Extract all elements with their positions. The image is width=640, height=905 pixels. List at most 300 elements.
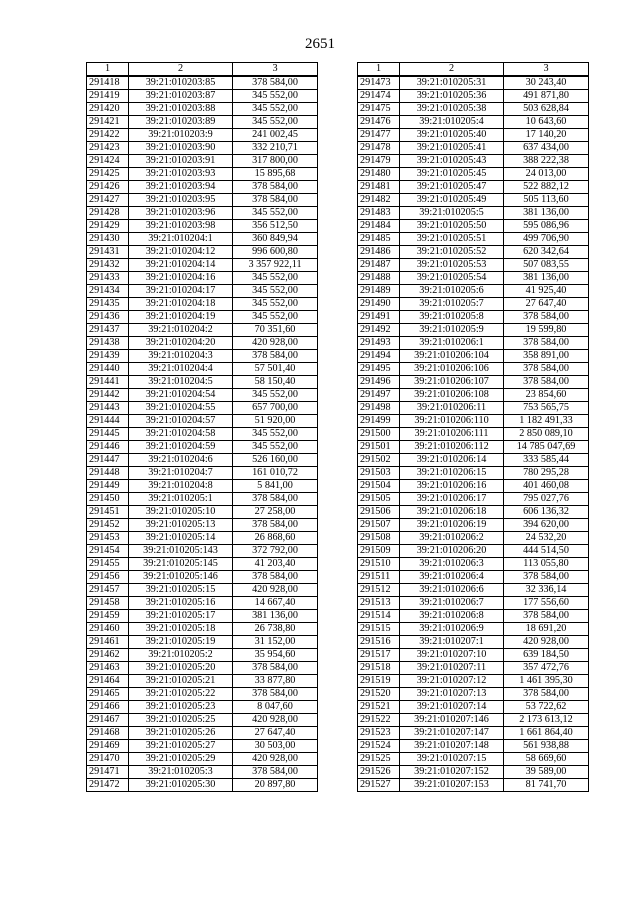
row-number-cell: 291447	[87, 454, 129, 467]
table-row	[358, 532, 589, 545]
row-number-cell: 291460	[87, 623, 129, 636]
table-right-body	[358, 76, 589, 792]
value-cell: 420 928,00	[233, 714, 318, 727]
table-row	[87, 194, 318, 207]
table-row	[358, 311, 589, 324]
cadastral-number-cell: 39:21:010203:91	[129, 155, 233, 168]
value-cell: 15 895,68	[233, 168, 318, 181]
table-row	[87, 129, 318, 142]
row-number-cell: 291427	[87, 194, 129, 207]
value-cell: 780 295,28	[504, 467, 589, 480]
cadastral-number-cell: 39:21:010205:30	[129, 779, 233, 792]
table-row	[87, 584, 318, 597]
table-row	[358, 116, 589, 129]
cadastral-number-cell: 39:21:010204:7	[129, 467, 233, 480]
value-cell: 57 501,40	[233, 363, 318, 376]
table-row	[87, 519, 318, 532]
row-number-cell: 291503	[358, 467, 400, 480]
table-row	[87, 506, 318, 519]
value-cell: 507 083,55	[504, 259, 589, 272]
value-cell: 345 552,00	[233, 441, 318, 454]
table-row	[358, 324, 589, 337]
table-row	[87, 103, 318, 116]
cadastral-number-cell: 39:21:010206:110	[400, 415, 504, 428]
value-cell: 53 722,62	[504, 701, 589, 714]
row-number-cell: 291454	[87, 545, 129, 558]
row-number-cell: 291518	[358, 662, 400, 675]
value-cell: 70 351,60	[233, 324, 318, 337]
value-cell: 620 342,64	[504, 246, 589, 259]
value-cell: 30 243,40	[504, 76, 589, 90]
value-cell: 14 785 047,69	[504, 441, 589, 454]
table-header-row	[358, 63, 589, 77]
table-row	[358, 779, 589, 792]
table-row	[358, 389, 589, 402]
cadastral-number-cell: 39:21:010207:153	[400, 779, 504, 792]
cadastral-number-cell: 39:21:010207:10	[400, 649, 504, 662]
row-number-cell: 291494	[358, 350, 400, 363]
row-number-cell: 291522	[358, 714, 400, 727]
value-cell: 113 055,80	[504, 558, 589, 571]
row-number-cell: 291419	[87, 90, 129, 103]
value-cell: 26 738,80	[233, 623, 318, 636]
table-row	[87, 298, 318, 311]
table-row	[358, 675, 589, 688]
table-row	[358, 714, 589, 727]
cadastral-number-cell: 39:21:010207:11	[400, 662, 504, 675]
cadastral-number-cell: 39:21:010205:143	[129, 545, 233, 558]
value-cell: 14 667,40	[233, 597, 318, 610]
table-row	[87, 324, 318, 337]
cadastral-number-cell: 39:21:010207:12	[400, 675, 504, 688]
row-number-cell: 291452	[87, 519, 129, 532]
table-row	[358, 662, 589, 675]
row-number-cell: 291479	[358, 155, 400, 168]
value-cell: 378 584,00	[233, 76, 318, 90]
row-number-cell: 291498	[358, 402, 400, 415]
row-number-cell: 291472	[87, 779, 129, 792]
value-cell: 41 203,40	[233, 558, 318, 571]
value-cell: 420 928,00	[233, 584, 318, 597]
value-cell: 333 585,44	[504, 454, 589, 467]
value-cell: 378 584,00	[504, 688, 589, 701]
row-number-cell: 291470	[87, 753, 129, 766]
table-left	[86, 62, 318, 792]
cadastral-number-cell: 39:21:010204:3	[129, 350, 233, 363]
value-cell: 356 512,50	[233, 220, 318, 233]
table-row	[87, 571, 318, 584]
row-number-cell: 291438	[87, 337, 129, 350]
value-cell: 1 661 864,40	[504, 727, 589, 740]
table-row	[87, 467, 318, 480]
value-cell: 31 152,00	[233, 636, 318, 649]
row-number-cell: 291446	[87, 441, 129, 454]
cadastral-number-cell: 39:21:010205:53	[400, 259, 504, 272]
row-number-cell: 291486	[358, 246, 400, 259]
value-cell: 81 741,70	[504, 779, 589, 792]
column-header-3: 3	[233, 63, 318, 77]
value-cell: 2 173 613,12	[504, 714, 589, 727]
cadastral-number-cell: 39:21:010206:14	[400, 454, 504, 467]
row-number-cell: 291434	[87, 285, 129, 298]
row-number-cell: 291464	[87, 675, 129, 688]
row-number-cell: 291465	[87, 688, 129, 701]
table-row	[87, 76, 318, 90]
value-cell: 381 136,00	[233, 610, 318, 623]
value-cell: 491 871,80	[504, 90, 589, 103]
cadastral-number-cell: 39:21:010205:9	[400, 324, 504, 337]
cadastral-number-cell: 39:21:010206:106	[400, 363, 504, 376]
cadastral-number-cell: 39:21:010205:49	[400, 194, 504, 207]
cadastral-number-cell: 39:21:010205:47	[400, 181, 504, 194]
table-row	[358, 467, 589, 480]
value-cell: 41 925,40	[504, 285, 589, 298]
table-row	[358, 168, 589, 181]
value-cell: 27 647,40	[504, 298, 589, 311]
row-number-cell: 291426	[87, 181, 129, 194]
row-number-cell: 291450	[87, 493, 129, 506]
cadastral-number-cell: 39:21:010205:6	[400, 285, 504, 298]
value-cell: 444 514,50	[504, 545, 589, 558]
cadastral-number-cell: 39:21:010205:1	[129, 493, 233, 506]
value-cell: 161 010,72	[233, 467, 318, 480]
cadastral-number-cell: 39:21:010203:87	[129, 90, 233, 103]
table-row	[358, 415, 589, 428]
table-row	[358, 129, 589, 142]
row-number-cell: 291428	[87, 207, 129, 220]
table-row	[358, 636, 589, 649]
cadastral-number-cell: 39:21:010206:4	[400, 571, 504, 584]
value-cell: 345 552,00	[233, 389, 318, 402]
cadastral-number-cell: 39:21:010204:59	[129, 441, 233, 454]
table-row	[87, 90, 318, 103]
row-number-cell: 291458	[87, 597, 129, 610]
table-row	[358, 753, 589, 766]
table-row	[87, 402, 318, 415]
value-cell: 499 706,90	[504, 233, 589, 246]
cadastral-number-cell: 39:21:010206:17	[400, 493, 504, 506]
row-number-cell: 291496	[358, 376, 400, 389]
table-row	[87, 376, 318, 389]
table-row	[358, 506, 589, 519]
table-header-row	[87, 63, 318, 77]
value-cell: 345 552,00	[233, 103, 318, 116]
table-row	[87, 701, 318, 714]
cadastral-number-cell: 39:21:010206:1	[400, 337, 504, 350]
table-row	[87, 311, 318, 324]
cadastral-number-cell: 39:21:010204:18	[129, 298, 233, 311]
cadastral-number-cell: 39:21:010204:4	[129, 363, 233, 376]
row-number-cell: 291418	[87, 76, 129, 90]
column-header-2: 2	[129, 63, 233, 77]
column-header-2: 2	[400, 63, 504, 77]
row-number-cell: 291506	[358, 506, 400, 519]
cadastral-number-cell: 39:21:010204:54	[129, 389, 233, 402]
value-cell: 18 691,20	[504, 623, 589, 636]
cadastral-number-cell: 39:21:010206:15	[400, 467, 504, 480]
row-number-cell: 291504	[358, 480, 400, 493]
table-row	[87, 207, 318, 220]
cadastral-number-cell: 39:21:010203:96	[129, 207, 233, 220]
value-cell: 58 150,40	[233, 376, 318, 389]
cadastral-number-cell: 39:21:010205:51	[400, 233, 504, 246]
row-number-cell: 291467	[87, 714, 129, 727]
value-cell: 332 210,71	[233, 142, 318, 155]
value-cell: 39 589,00	[504, 766, 589, 779]
cadastral-number-cell: 39:21:010207:14	[400, 701, 504, 714]
table-row	[87, 272, 318, 285]
value-cell: 753 565,75	[504, 402, 589, 415]
table-row	[358, 480, 589, 493]
cadastral-number-cell: 39:21:010205:3	[129, 766, 233, 779]
table-row	[358, 246, 589, 259]
cadastral-number-cell: 39:21:010205:36	[400, 90, 504, 103]
row-number-cell: 291513	[358, 597, 400, 610]
table-row	[358, 493, 589, 506]
cadastral-number-cell: 39:21:010207:147	[400, 727, 504, 740]
value-cell: 24 013,00	[504, 168, 589, 181]
value-cell: 378 584,00	[233, 181, 318, 194]
cadastral-number-cell: 39:21:010206:6	[400, 584, 504, 597]
value-cell: 27 647,40	[233, 727, 318, 740]
value-cell: 23 854,60	[504, 389, 589, 402]
value-cell: 639 184,50	[504, 649, 589, 662]
table-row	[87, 649, 318, 662]
cadastral-number-cell: 39:21:010206:20	[400, 545, 504, 558]
cadastral-number-cell: 39:21:010205:15	[129, 584, 233, 597]
table-row	[87, 389, 318, 402]
row-number-cell: 291474	[358, 90, 400, 103]
value-cell: 19 599,80	[504, 324, 589, 337]
table-row	[358, 376, 589, 389]
row-number-cell: 291468	[87, 727, 129, 740]
row-number-cell: 291437	[87, 324, 129, 337]
cadastral-number-cell: 39:21:010205:40	[400, 129, 504, 142]
table-row	[358, 103, 589, 116]
value-cell: 526 160,00	[233, 454, 318, 467]
row-number-cell: 291512	[358, 584, 400, 597]
column-header-1: 1	[87, 63, 129, 77]
table-row	[358, 350, 589, 363]
row-number-cell: 291480	[358, 168, 400, 181]
value-cell: 378 584,00	[504, 363, 589, 376]
row-number-cell: 291463	[87, 662, 129, 675]
value-cell: 394 620,00	[504, 519, 589, 532]
cadastral-number-cell: 39:21:010204:14	[129, 259, 233, 272]
row-number-cell: 291425	[87, 168, 129, 181]
cadastral-number-cell: 39:21:010205:4	[400, 116, 504, 129]
row-number-cell: 291430	[87, 233, 129, 246]
table-row	[358, 155, 589, 168]
page-number: 2651	[305, 36, 335, 52]
table-row	[87, 285, 318, 298]
cadastral-number-cell: 39:21:010204:17	[129, 285, 233, 298]
cadastral-number-cell: 39:21:010206:16	[400, 480, 504, 493]
table-row	[87, 350, 318, 363]
cadastral-number-cell: 39:21:010207:15	[400, 753, 504, 766]
table-row	[87, 753, 318, 766]
row-number-cell: 291487	[358, 259, 400, 272]
value-cell: 378 584,00	[504, 376, 589, 389]
value-cell: 345 552,00	[233, 285, 318, 298]
cadastral-number-cell: 39:21:010204:1	[129, 233, 233, 246]
value-cell: 17 140,20	[504, 129, 589, 142]
cadastral-number-cell: 39:21:010203:93	[129, 168, 233, 181]
table-row	[87, 532, 318, 545]
value-cell: 58 669,60	[504, 753, 589, 766]
table-row	[87, 142, 318, 155]
table-row	[87, 337, 318, 350]
table-left-body	[87, 76, 318, 792]
table-row	[358, 701, 589, 714]
row-number-cell: 291471	[87, 766, 129, 779]
cadastral-number-cell: 39:21:010206:8	[400, 610, 504, 623]
column-header-1: 1	[358, 63, 400, 77]
value-cell: 241 002,45	[233, 129, 318, 142]
table-row	[87, 597, 318, 610]
value-cell: 2 850 089,10	[504, 428, 589, 441]
value-cell: 637 434,00	[504, 142, 589, 155]
cadastral-number-cell: 39:21:010205:22	[129, 688, 233, 701]
table-row	[87, 116, 318, 129]
row-number-cell: 291429	[87, 220, 129, 233]
table-row	[358, 519, 589, 532]
cadastral-number-cell: 39:21:010206:111	[400, 428, 504, 441]
cadastral-number-cell: 39:21:010205:20	[129, 662, 233, 675]
table-row	[358, 428, 589, 441]
value-cell: 378 584,00	[504, 610, 589, 623]
table-row	[87, 545, 318, 558]
value-cell: 657 700,00	[233, 402, 318, 415]
value-cell: 505 113,60	[504, 194, 589, 207]
cadastral-number-cell: 39:21:010203:90	[129, 142, 233, 155]
cadastral-number-cell: 39:21:010203:88	[129, 103, 233, 116]
table-row	[358, 337, 589, 350]
table-right	[357, 62, 589, 792]
table-row	[358, 259, 589, 272]
cadastral-number-cell: 39:21:010205:43	[400, 155, 504, 168]
cadastral-number-cell: 39:21:010204:55	[129, 402, 233, 415]
value-cell: 20 897,80	[233, 779, 318, 792]
value-cell: 401 460,08	[504, 480, 589, 493]
row-number-cell: 291526	[358, 766, 400, 779]
value-cell: 26 868,60	[233, 532, 318, 545]
cadastral-number-cell: 39:21:010205:7	[400, 298, 504, 311]
value-cell: 378 584,00	[504, 571, 589, 584]
row-number-cell: 291420	[87, 103, 129, 116]
cadastral-number-cell: 39:21:010205:8	[400, 311, 504, 324]
row-number-cell: 291508	[358, 532, 400, 545]
value-cell: 177 556,60	[504, 597, 589, 610]
cadastral-number-cell: 39:21:010205:16	[129, 597, 233, 610]
cadastral-number-cell: 39:21:010205:21	[129, 675, 233, 688]
table-row	[358, 76, 589, 90]
row-number-cell: 291519	[358, 675, 400, 688]
table-row	[358, 688, 589, 701]
table-row	[358, 207, 589, 220]
value-cell: 345 552,00	[233, 90, 318, 103]
table-row	[358, 285, 589, 298]
cadastral-number-cell: 39:21:010204:20	[129, 337, 233, 350]
value-cell: 381 136,00	[504, 207, 589, 220]
row-number-cell: 291441	[87, 376, 129, 389]
value-cell: 1 182 491,33	[504, 415, 589, 428]
row-number-cell: 291485	[358, 233, 400, 246]
row-number-cell: 291483	[358, 207, 400, 220]
row-number-cell: 291449	[87, 480, 129, 493]
row-number-cell: 291421	[87, 116, 129, 129]
cadastral-number-cell: 39:21:010206:7	[400, 597, 504, 610]
table-row	[87, 363, 318, 376]
value-cell: 345 552,00	[233, 428, 318, 441]
row-number-cell: 291440	[87, 363, 129, 376]
row-number-cell: 291511	[358, 571, 400, 584]
row-number-cell: 291439	[87, 350, 129, 363]
table-row	[87, 428, 318, 441]
table-row	[358, 402, 589, 415]
row-number-cell: 291435	[87, 298, 129, 311]
table-row	[87, 493, 318, 506]
value-cell: 27 258,00	[233, 506, 318, 519]
table-row	[87, 246, 318, 259]
cadastral-number-cell: 39:21:010204:58	[129, 428, 233, 441]
cadastral-number-cell: 39:21:010204:19	[129, 311, 233, 324]
value-cell: 595 086,96	[504, 220, 589, 233]
value-cell: 378 584,00	[504, 337, 589, 350]
cadastral-number-cell: 39:21:010207:148	[400, 740, 504, 753]
cadastral-number-cell: 39:21:010205:10	[129, 506, 233, 519]
table-row	[87, 480, 318, 493]
cadastral-number-cell: 39:21:010204:2	[129, 324, 233, 337]
cadastral-number-cell: 39:21:010205:146	[129, 571, 233, 584]
table-row	[87, 415, 318, 428]
value-cell: 345 552,00	[233, 272, 318, 285]
table-row	[358, 610, 589, 623]
cadastral-number-cell: 39:21:010205:38	[400, 103, 504, 116]
cadastral-number-cell: 39:21:010203:9	[129, 129, 233, 142]
table-row	[358, 441, 589, 454]
table-row	[358, 298, 589, 311]
cadastral-number-cell: 39:21:010206:18	[400, 506, 504, 519]
value-cell: 378 584,00	[233, 571, 318, 584]
value-cell: 606 136,32	[504, 506, 589, 519]
cadastral-number-cell: 39:21:010206:104	[400, 350, 504, 363]
value-cell: 360 849,94	[233, 233, 318, 246]
cadastral-number-cell: 39:21:010205:13	[129, 519, 233, 532]
cadastral-number-cell: 39:21:010207:146	[400, 714, 504, 727]
row-number-cell: 291520	[358, 688, 400, 701]
table-row	[87, 779, 318, 792]
value-cell: 996 600,80	[233, 246, 318, 259]
row-number-cell: 291510	[358, 558, 400, 571]
value-cell: 378 584,00	[233, 493, 318, 506]
cadastral-number-cell: 39:21:010205:54	[400, 272, 504, 285]
cadastral-number-cell: 39:21:010203:98	[129, 220, 233, 233]
cadastral-number-cell: 39:21:010205:50	[400, 220, 504, 233]
row-number-cell: 291507	[358, 519, 400, 532]
table-row	[87, 662, 318, 675]
row-number-cell: 291457	[87, 584, 129, 597]
row-number-cell: 291495	[358, 363, 400, 376]
value-cell: 522 882,12	[504, 181, 589, 194]
row-number-cell: 291515	[358, 623, 400, 636]
row-number-cell: 291442	[87, 389, 129, 402]
row-number-cell: 291497	[358, 389, 400, 402]
table-row	[87, 155, 318, 168]
table-row	[358, 220, 589, 233]
table-row	[358, 649, 589, 662]
table-row	[87, 688, 318, 701]
